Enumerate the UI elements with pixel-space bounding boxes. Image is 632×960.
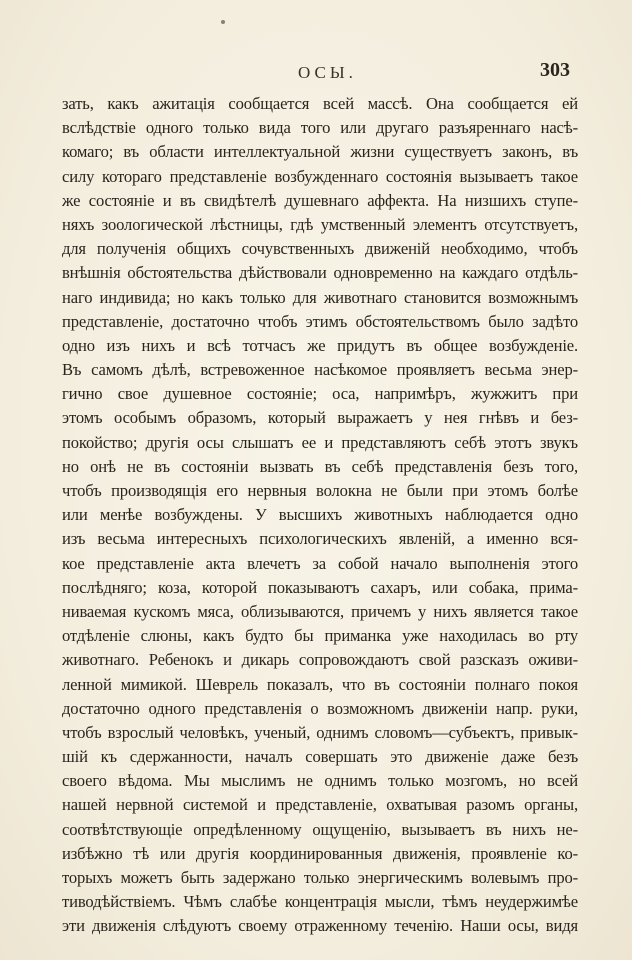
text-line: комаго; въ области интеллектуальной жизни существуетъ законъ, въ [62,142,578,162]
text-line: торыхъ можетъ быть задержано только энергическимъ волевымъ про- [62,868,578,887]
text-line: своего вѣдома. Мы мыслимъ не однимъ только мозгомъ, но всей [62,771,578,791]
text-line: гично свое душевное состояніе; оса, напримѣръ, жужжитъ при [62,384,578,404]
page-number: 303 [540,59,570,81]
ink-speck [221,20,225,24]
text-line: нашей нервной системой и представленіе, охватывая разомъ органы, [62,795,578,815]
text-line: но онѣ не въ состояніи вызвать въ себѣ представленія безъ того, [62,456,578,476]
text-line: кое представленіе акта влечетъ за собой начало выполненія этого [62,553,578,573]
running-title: ОСЫ. [298,63,357,82]
body-text [62,92,578,939]
text-line: этомъ особымъ образомъ, который выражаетъ у нея гнѣвъ и без- [62,408,578,428]
text-line: вслѣдствіе одного только вида того или другаго разъяреннаго насѣ- [62,118,578,138]
text-line: отдѣленіе слюны, какъ будто бы приманка уже находилась во рту [62,626,578,646]
text-line: представленіе, достаточно чтобъ этимъ обстоятельствомъ было задѣто [62,311,578,331]
text-line: шій къ сдержанности, началъ совершать это движеніе даже безъ [62,747,578,767]
text-line: или менѣе возбуждены. У высшихъ животныхъ наблюдается одно [62,505,578,525]
text-line: покойство; другія осы слышатъ ее и представляютъ себѣ этотъ звукъ [62,432,578,452]
text-line: соотвѣтствующіе опредѣленному ощущенію, вызываетъ въ нихъ не- [62,819,578,839]
text-line: ниваемая кускомъ мяса, облизываются, причемъ у нихъ является такое [62,601,578,621]
text-line: Въ самомъ дѣлѣ, встревоженное насѣкомое проявляетъ весьма энер- [62,360,578,380]
text-line: одно изъ нихъ и всѣ тотчасъ же придутъ въ общее возбужденіе. [62,335,578,355]
text-line: силу котораго представленіе возбужденнаго состоянія вызываетъ такое [62,166,578,186]
text-line: ленной мимикой. Шеврель показалъ, что въ состояніи полнаго покоя [62,674,578,694]
text-line: тиводѣйствіемъ. Чѣмъ слабѣе концентрація мысли, тѣмъ неудержимѣе [62,892,578,912]
text-line: изъ весьма интересныхъ психологическихъ явленій, а именно вся- [62,529,578,549]
text-line: эти движенія слѣдуютъ своему отраженному теченію. Наши осы, видя [62,916,578,936]
text-line: чтобъ производящія его нервныя волокна не были при этомъ болѣе [62,481,578,500]
text-line: для полученія общихъ сочувственныхъ движеній необходимо, чтобъ [62,239,578,259]
text-line: внѣшнія обстоятельства дѣйствовали одновременно на каждаго отдѣль- [62,263,578,283]
text-line: зать, какъ ажитація сообщается всей массѣ. Она сообщается ей [62,94,578,113]
text-line: же состояніе и въ свидѣтелѣ душевнаго аффекта. На низшихъ ступе- [62,190,578,210]
text-line: няхъ зоологической лѣстницы, гдѣ умственный элементъ отсутствуетъ, [62,214,578,234]
text-line: наго индивида; но какъ только для животнаго становится возможнымъ [62,287,578,307]
text-line: послѣдняго; коза, которой показываютъ сахаръ, или собака, прима- [62,577,578,597]
text-line: животнаго. Ребенокъ и дикарь сопровождаютъ свой разсказъ оживи- [62,650,578,670]
text-line: избѣжно тѣ или другія координированныя движенія, проявленіе ко- [62,843,578,863]
text-line: чтобъ взрослый человѣкъ, ученый, однимъ словомъ—субъектъ, привык- [62,722,578,742]
text-line: достаточно одного представленія о возможномъ движеніи напр. руки, [62,698,578,718]
